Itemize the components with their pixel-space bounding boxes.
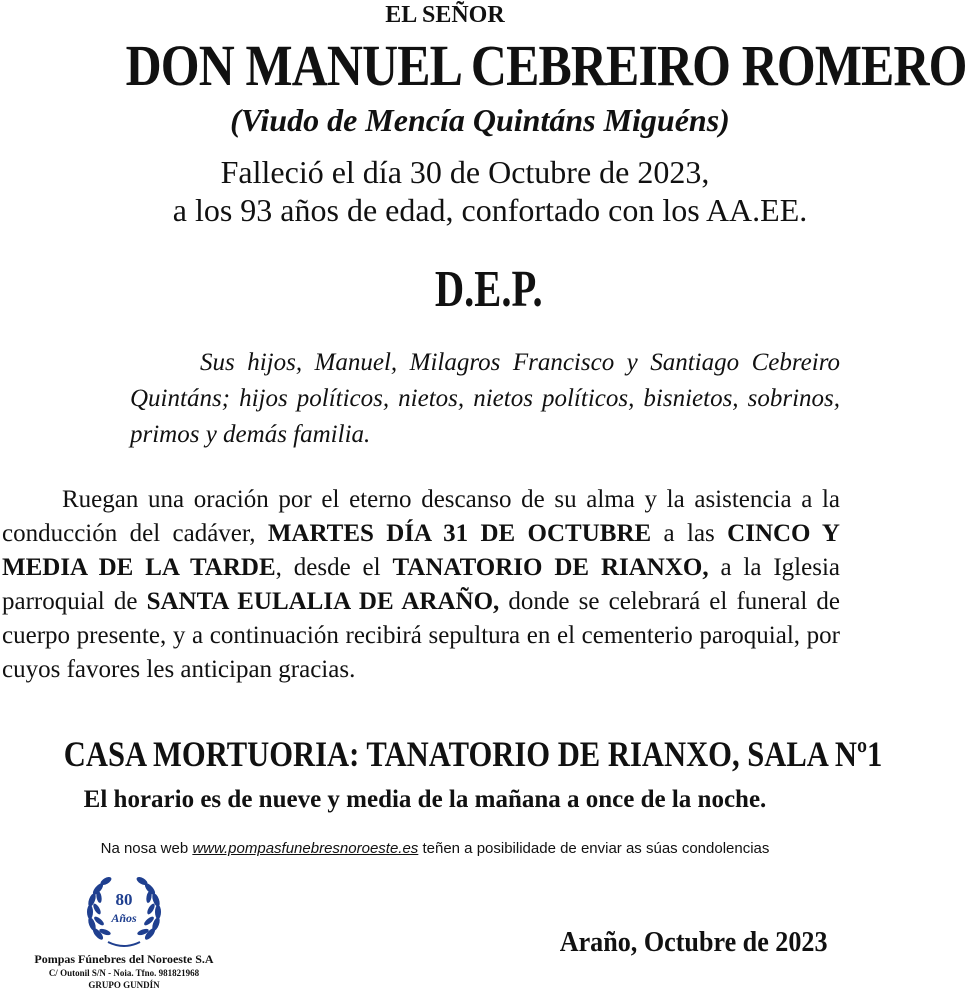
funeral-church: SANTA EULALIA DE ARAÑO, — [146, 588, 500, 615]
casa-mortuoria: CASA MORTUORIA: TANATORIO DE RIANXO, SALA Nº1 — [63, 734, 883, 774]
website-link[interactable]: www.pompasfunebresnoroeste.es — [192, 840, 419, 857]
place-date: Araño, Octubre de 2023 — [560, 926, 828, 958]
funeral-home-name: Pompas Fúnebres del Noroeste S.A — [34, 952, 214, 966]
web-text-after: teñen a posibilidade de enviar as súas condolencias — [418, 840, 770, 857]
funeral-time: CINCO Y MEDIA DE LA TARDE — [2, 520, 840, 581]
funeral-home-address: C/ Outonil S/N - Noia. Tfno. 981821968 — [48, 968, 200, 978]
web-condolences-line — [0, 840, 850, 857]
family-paragraph: Sus hijos, Manuel, Milagros Francisco y Santiago Cebreiro Quintáns; hijos políticos, nietos, nietos políticos, bisnietos, sobrinos, primos y demás familia. — [130, 349, 840, 448]
deceased-name: DON MANUEL CEBREIRO ROMERO — [125, 33, 967, 98]
prayer-text-1: Ruegan una oración por el eterno descanso de su alma y la asistencia a la conducción del cadáver, — [2, 486, 840, 547]
dep-heading: D.E.P. — [434, 261, 543, 318]
title-prefix: EL SEÑOR — [385, 2, 505, 28]
funeral-origin: TANATORIO DE RIANXO, — [392, 554, 709, 581]
funeral-home-group: GRUPO GUNDÍN — [88, 980, 160, 990]
death-date-line: Falleció el día 30 de Octubre de 2023, — [220, 154, 710, 190]
prayer-text-3: , desde el — [275, 554, 393, 581]
funeral-date: MARTES DÍA 31 DE OCTUBRE — [267, 520, 652, 547]
death-age-line: a los 93 años de edad, confortado con los AA.EE. — [172, 192, 808, 228]
prayer-text-5: donde se celebrará el funeral de cuerpo presente, y a continuación recibirá sepultura en el cementerio paroquial, por cuyos favores les anticipan gracias. — [2, 588, 840, 683]
prayer-text-2: a las — [651, 520, 728, 547]
prayer-text-4: a la Iglesia parroquial de — [2, 554, 840, 615]
visiting-hours: El horario es de nueve y media de la mañana a once de la noche. — [83, 786, 767, 813]
funeral-home-logo — [18, 872, 230, 992]
widow-note: (Viudo de Mencía Quintáns Miguéns) — [230, 102, 730, 138]
web-text-before: Na nosa web — [100, 840, 193, 857]
prayer-paragraph — [2, 483, 840, 687]
laurel-wreath-icon — [78, 872, 170, 952]
years-number: 80 — [115, 890, 133, 909]
years-label: Años — [111, 911, 137, 925]
